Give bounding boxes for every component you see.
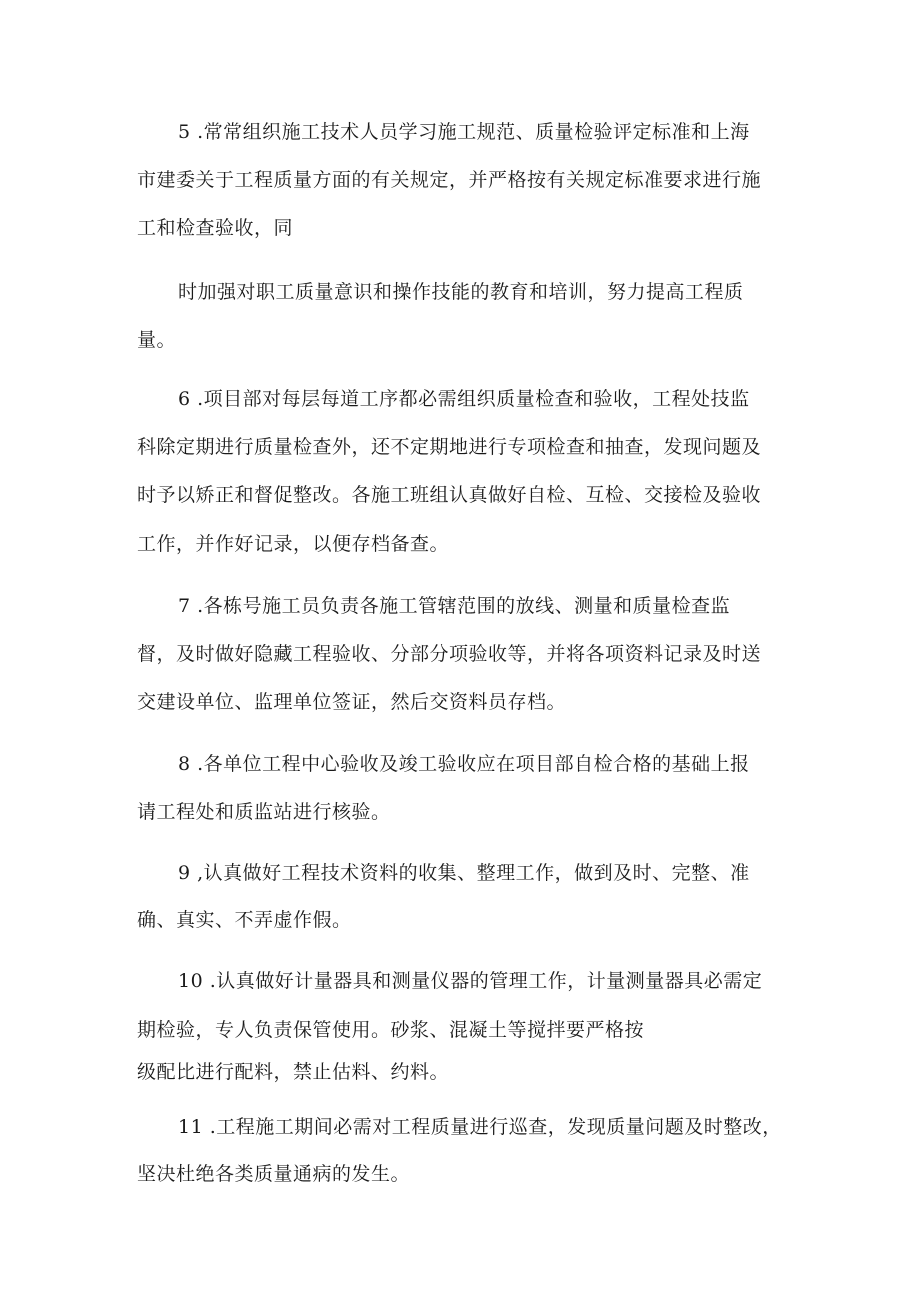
paragraph-5-line-3: 工和检查验收，同: [137, 217, 294, 239]
paragraph-7-line-1: 7 .各栋号施工员负责各施工管辖范围的放线、测量和质量检查监: [178, 595, 731, 617]
paragraph-8-line-1: 8 .各单位工程中心验收及竣工验收应在项目部自检合格的基础上报: [178, 753, 750, 775]
paragraph-10-line-2: 期检验，专人负责保管使用。砂浆、混凝土等搅拌要严格按: [137, 1019, 645, 1041]
paragraph-6-line-2: 科除定期进行质量检查外，还不定期地进行专项检查和抽查，发现问题及: [137, 436, 762, 458]
paragraph-10-line-3: 级配比进行配料，禁止估料、约料。: [137, 1061, 450, 1083]
paragraph-9-line-2: 确、真实、不弄虚作假。: [137, 909, 352, 931]
paragraph-8-line-2: 请工程处和质监站进行核验。: [137, 801, 391, 823]
paragraph-7-line-3: 交建设单位、监理单位签证，然后交资料员存档。: [137, 691, 567, 713]
paragraph-9-line-1: 9 ,认真做好工程技术资料的收集、整理工作，做到及时、完整、准: [178, 862, 750, 884]
paragraph-6-line-1: 6 .项目部对每层每道工序都必需组织质量检查和验收，工程处技监: [178, 388, 750, 410]
paragraph-11-line-2: 坚决杜绝各类质量通病的发生。: [137, 1163, 411, 1185]
paragraph-5-line-2: 市建委关于工程质量方面的有关规定，并严格按有关规定标准要求进行施: [137, 169, 762, 191]
paragraph-cont-line-1: 时加强对职工质量意识和操作技能的教育和培训，努力提高工程质: [178, 281, 744, 303]
paragraph-6-line-3: 时予以矫正和督促整改。各施工班组认真做好自检、互检、交接检及验收: [137, 484, 762, 506]
paragraph-11-line-1: 11 .工程施工期间必需对工程质量进行巡查，发现质量问题及时整改，: [178, 1116, 782, 1138]
paragraph-5-line-1: 5 .常常组织施工技术人员学习施工规范、质量检验评定标准和上海: [178, 121, 750, 143]
paragraph-10-line-1: 10 .认真做好计量器具和测量仪器的管理工作，计量测量器具必需定: [178, 970, 763, 992]
paragraph-6-line-4: 工作，并作好记录，以便存档备查。: [137, 533, 450, 555]
paragraph-7-line-2: 督，及时做好隐藏工程验收、分部分项验收等，并将各项资料记录及时送: [137, 643, 762, 665]
paragraph-cont-line-2: 量。: [137, 329, 177, 351]
